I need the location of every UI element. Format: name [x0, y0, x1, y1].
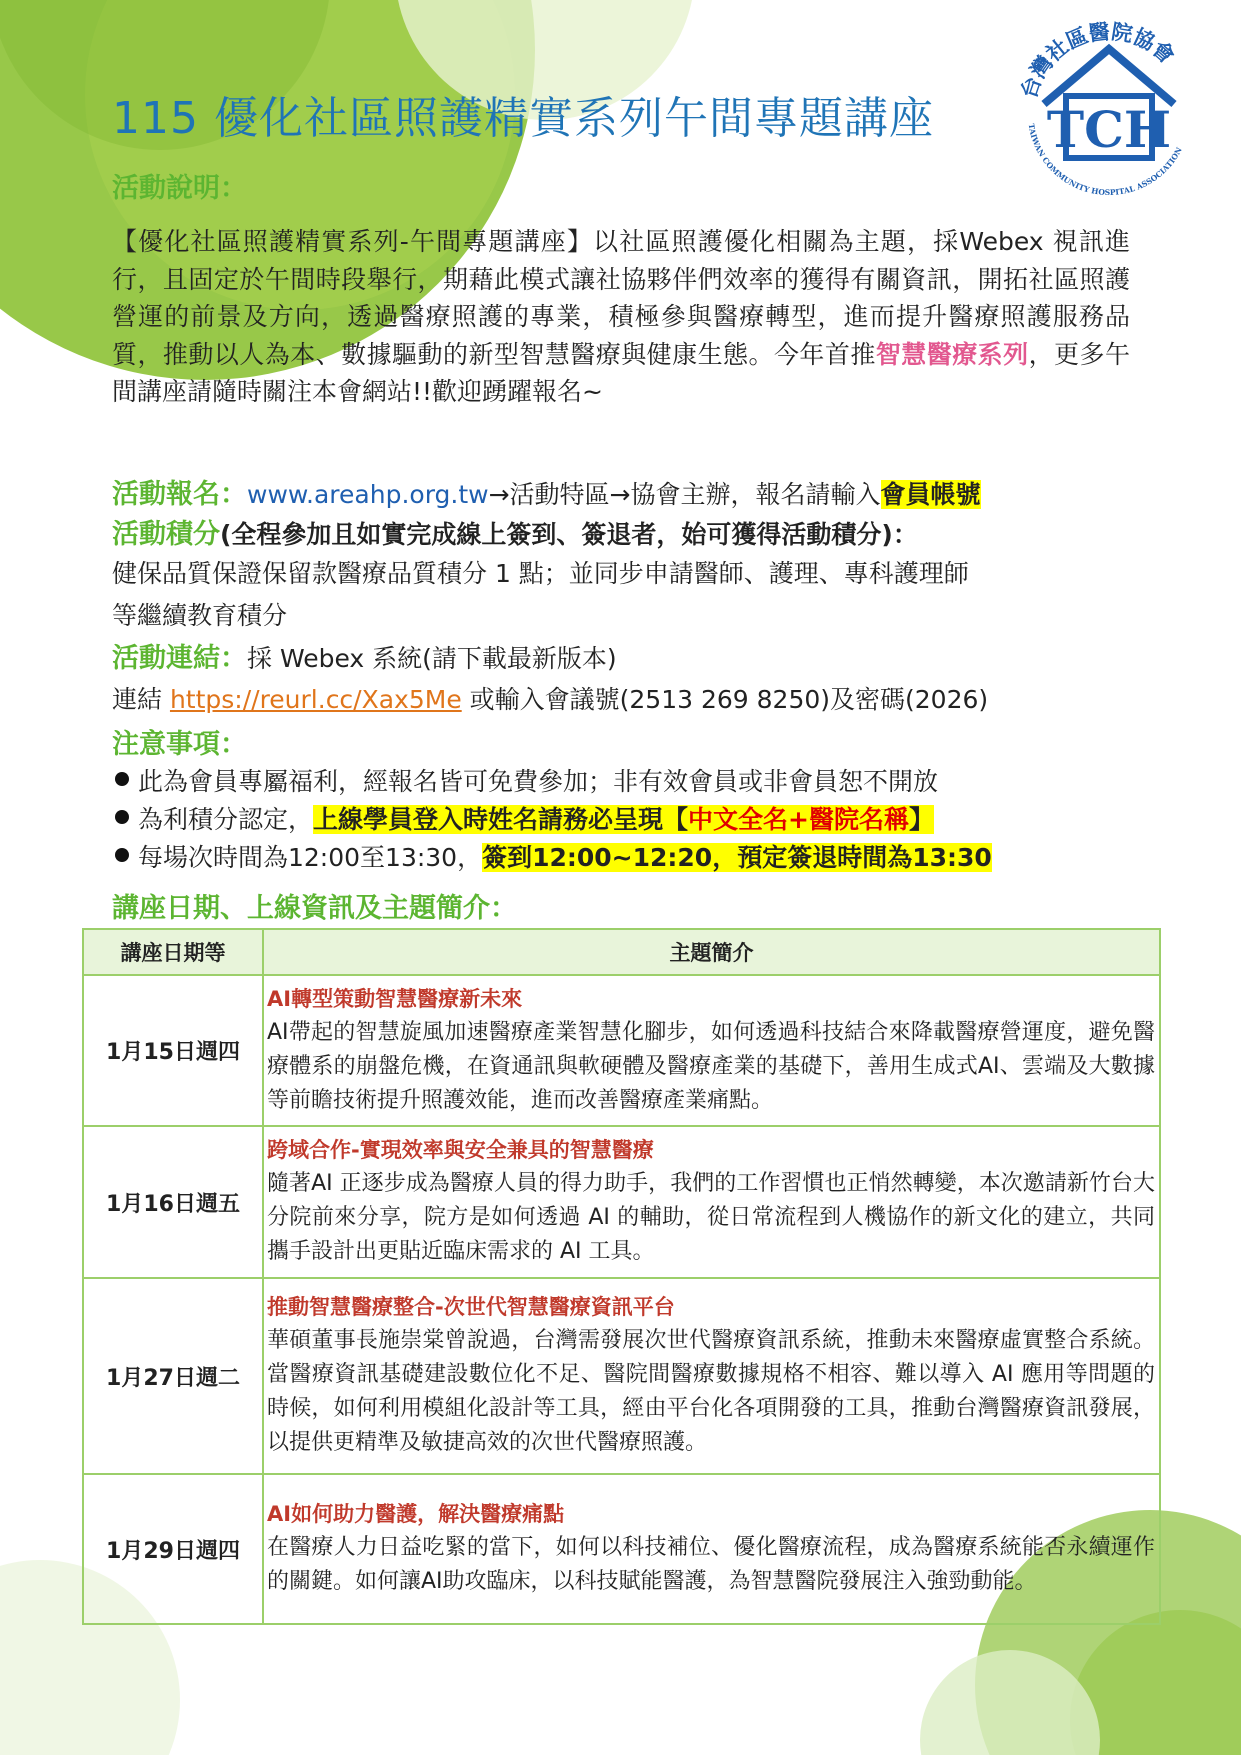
topic-description: 華碩董事長施崇棠曾說過，台灣需發展次世代醫療資訊系統，推動未來醫療虛實整合系統。當醫療資訊基礎建設數位化不足、醫院間醫療數據規格不相容、難以導入 AI 應用等問題的時候，如何利用模組化設計等工具，經由平台化各項開發的工具，推動台灣醫療資訊發展，以提供更精準及敏捷高效的次世代醫療照護。 — [267, 1328, 1155, 1455]
page-title: 115 優化社區照護精實系列午間專題講座 — [112, 93, 934, 144]
schedule-table — [82, 928, 1161, 1625]
registration-highlight: 會員帳號 — [880, 480, 981, 509]
description-heading: 活動說明： — [112, 173, 247, 204]
link-line — [112, 636, 617, 675]
row-date: 1月27日週二 — [83, 1278, 263, 1474]
row-topic — [263, 1126, 1160, 1278]
table-row — [83, 1278, 1160, 1474]
logo-chinese-text: 台灣社區醫院協會 — [1016, 19, 1179, 102]
note-text: 此為會員專屬福利，經報名皆可免費參加；非有效會員或非會員恕不開放 — [138, 767, 939, 796]
note-text: 每場次時間為12:00至13:30， — [138, 843, 483, 872]
description-text-end: ，更多午間講座請隨時關注本會網站!!歡迎踴躍報名~ — [112, 339, 1130, 406]
registration-text: →活動特區→協會主辦，報名請輸入 — [488, 480, 881, 509]
credits-detail-2: 等繼續教育積分 — [112, 601, 288, 630]
description-paragraph — [112, 223, 1130, 411]
row-date: 1月15日週四 — [83, 975, 263, 1126]
credits-line — [112, 512, 918, 551]
logo-english-text: TAIWAN COMMUNITY HOSPITAL ASSOCIATION — [1026, 123, 1184, 198]
description-text: 【優化社區照護精實系列-午間專題講座】以社區照護優化相關為主題，採Webex 視訊進行，且固定於午間時段舉行，期藉此模式讓社協夥伴們效率的獲得有關資訊，開拓社區照護營運的前景及方向，透過醫療照護的專業，積極參與醫療轉型，進而提升醫療照護服務品質，推動以人為本、數據驅動的新型智慧醫療與健康生態。今年首推 — [112, 227, 1130, 369]
note-item — [112, 762, 938, 798]
header-topic: 主題簡介 — [263, 929, 1160, 975]
link-prefix: 連結 — [112, 685, 170, 714]
note-highlight — [313, 805, 934, 834]
note-text: 為利積分認定， — [138, 805, 314, 834]
topic-description: AI帶起的智慧旋風加速醫療產業智慧化腳步，如何透過科技結合來降載醫療營運度，避免醫療體系的崩盤危機，在資通訊與軟硬體及醫療產業的基礎下，善用生成式AI、雲端及大數據等前瞻技術提升照護效能，進而改善醫療產業痛點。 — [267, 1019, 1155, 1113]
row-date: 1月16日週五 — [83, 1126, 263, 1278]
topic-title: 推動智慧醫療整合-次世代智慧醫療資訊平台 — [267, 1295, 675, 1319]
description-highlight: 智慧醫療系列 — [875, 339, 1029, 369]
row-topic — [263, 1474, 1160, 1624]
link-suffix: 或輸入會議號(2513 269 8250)及密碼(2026) — [461, 685, 989, 714]
row-topic — [263, 975, 1160, 1126]
note-highlight-a: 上線學員登入時姓名請務必呈現【 — [313, 805, 689, 834]
table-row — [83, 975, 1160, 1126]
bullet-icon — [115, 772, 129, 786]
link-heading: 活動連結： — [112, 643, 247, 674]
note-highlight: 簽到12:00~12:20，預定簽退時間為13:30 — [482, 843, 992, 872]
registration-heading: 活動報名： — [112, 479, 247, 510]
topic-title: AI如何助力醫護，解決醫療痛點 — [267, 1502, 565, 1526]
note-highlight-b: 】 — [908, 805, 934, 834]
webex-link[interactable]: https://reurl.cc/Xax5Me — [169, 685, 462, 714]
note-highlight-red: 中文全名+醫院名稱 — [688, 805, 909, 834]
note-item — [112, 800, 934, 836]
logo-mark: TCH — [1046, 100, 1172, 159]
credits-note: (全程參加且如實完成線上簽到、簽退者，始可獲得活動積分)： — [220, 520, 918, 549]
credits-heading: 活動積分 — [112, 519, 220, 550]
bullet-icon — [115, 810, 129, 824]
topic-description: 隨著AI 正逐步成為醫療人員的得力助手，我們的工作習慣也正悄然轉變，本次邀請新竹台大分院前來分享，院方是如何透過 AI 的輔助，從日常流程到人機協作的新文化的建立，共同攜手設計出更貼近臨床需求的 AI 工具。 — [267, 1171, 1155, 1264]
topic-description: 在醫療人力日益吃緊的當下，如何以科技補位、優化醫療流程，成為醫療系統能否永續運作的關鍵。如何讓AI助攻臨床，以科技賦能醫護，為智慧醫院發展注入強勁動能。 — [267, 1535, 1155, 1594]
table-header-row — [83, 929, 1160, 975]
topic-title: 跨域合作-實現效率與安全兼具的智慧醫療 — [267, 1138, 654, 1162]
registration-line — [112, 472, 981, 511]
link-url-line — [112, 680, 988, 716]
bullet-icon — [115, 848, 129, 862]
notes-heading: 注意事項： — [112, 729, 247, 760]
credits-detail-1: 健保品質保證保留款醫療品質積分 1 點；並同步申請醫師、護理、專科護理師 — [112, 559, 969, 588]
topic-title: AI轉型策動智慧醫療新未來 — [267, 986, 523, 1011]
schedule-heading: 講座日期、上線資訊及主題簡介： — [112, 893, 517, 924]
table-row — [83, 1474, 1160, 1624]
link-text: 採 Webex 系統(請下載最新版本) — [247, 644, 617, 673]
row-date: 1月29日週四 — [83, 1474, 263, 1624]
registration-link[interactable]: www.areahp.org.tw — [247, 480, 489, 509]
row-topic — [263, 1278, 1160, 1474]
association-logo — [1014, 14, 1204, 204]
header-date: 講座日期等 — [83, 929, 263, 975]
table-row — [83, 1126, 1160, 1278]
note-item — [112, 838, 992, 874]
